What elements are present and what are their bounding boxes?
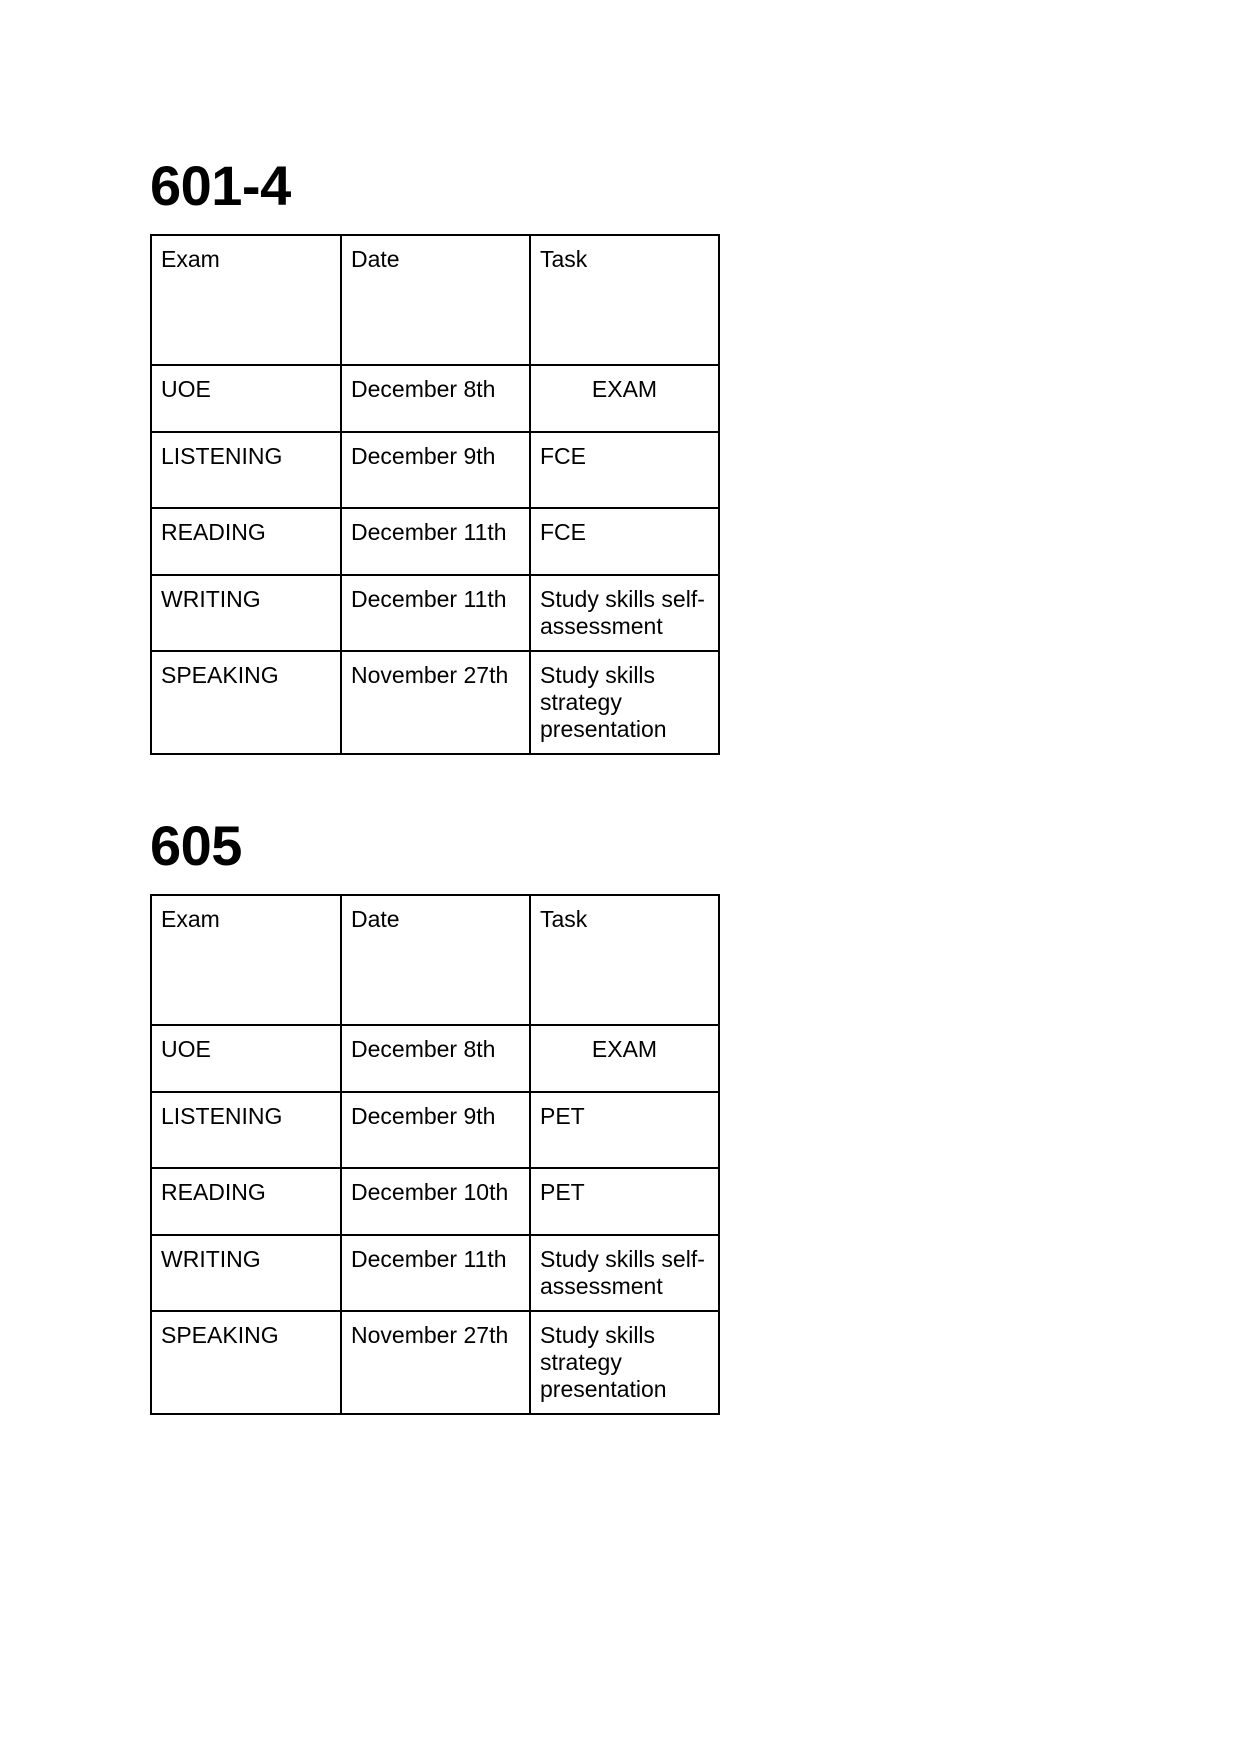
section-title: 605: [150, 814, 242, 877]
cell-task: Study skills self-assessment: [530, 575, 719, 651]
section-title: 601-4: [150, 154, 291, 217]
table-header-row: [151, 235, 719, 365]
cell-task: Study skills strategy presentation: [530, 1311, 719, 1414]
exam-schedule-table: [150, 234, 720, 755]
cell-date: December 11th: [341, 508, 530, 575]
cell-date: November 27th: [341, 651, 530, 754]
cell-exam: SPEAKING: [151, 1311, 341, 1414]
table-row: [151, 651, 719, 754]
cell-exam: READING: [151, 1168, 341, 1235]
schedule-section-601-4: [150, 154, 720, 755]
cell-exam: UOE: [151, 1025, 341, 1092]
table-row: [151, 1235, 719, 1311]
cell-exam: LISTENING: [151, 1092, 341, 1168]
header-exam: Exam: [151, 895, 341, 1025]
table-row: [151, 1311, 719, 1414]
cell-exam: READING: [151, 508, 341, 575]
cell-date: December 8th: [341, 365, 530, 432]
table-header-row: [151, 895, 719, 1025]
header-date: Date: [341, 895, 530, 1025]
table-row: [151, 1092, 719, 1168]
cell-exam: WRITING: [151, 575, 341, 651]
cell-task: Study skills self-assessment: [530, 1235, 719, 1311]
cell-task: EXAM: [530, 365, 719, 432]
cell-exam: WRITING: [151, 1235, 341, 1311]
cell-date: December 11th: [341, 575, 530, 651]
cell-task: EXAM: [530, 1025, 719, 1092]
table-row: [151, 1168, 719, 1235]
cell-task: FCE: [530, 432, 719, 508]
header-task: Task: [530, 895, 719, 1025]
cell-date: December 8th: [341, 1025, 530, 1092]
table-row: [151, 575, 719, 651]
table-row: [151, 1025, 719, 1092]
cell-exam: LISTENING: [151, 432, 341, 508]
cell-date: December 9th: [341, 1092, 530, 1168]
cell-task: FCE: [530, 508, 719, 575]
exam-schedule-table: [150, 894, 720, 1415]
cell-exam: UOE: [151, 365, 341, 432]
header-date: Date: [341, 235, 530, 365]
cell-date: December 11th: [341, 1235, 530, 1311]
table-row: [151, 365, 719, 432]
cell-task: Study skills strategy presentation: [530, 651, 719, 754]
cell-exam: SPEAKING: [151, 651, 341, 754]
cell-task: PET: [530, 1168, 719, 1235]
cell-date: December 9th: [341, 432, 530, 508]
header-task: Task: [530, 235, 719, 365]
schedule-section-605: [150, 814, 720, 1415]
cell-date: November 27th: [341, 1311, 530, 1414]
table-row: [151, 432, 719, 508]
table-row: [151, 508, 719, 575]
header-exam: Exam: [151, 235, 341, 365]
cell-date: December 10th: [341, 1168, 530, 1235]
cell-task: PET: [530, 1092, 719, 1168]
